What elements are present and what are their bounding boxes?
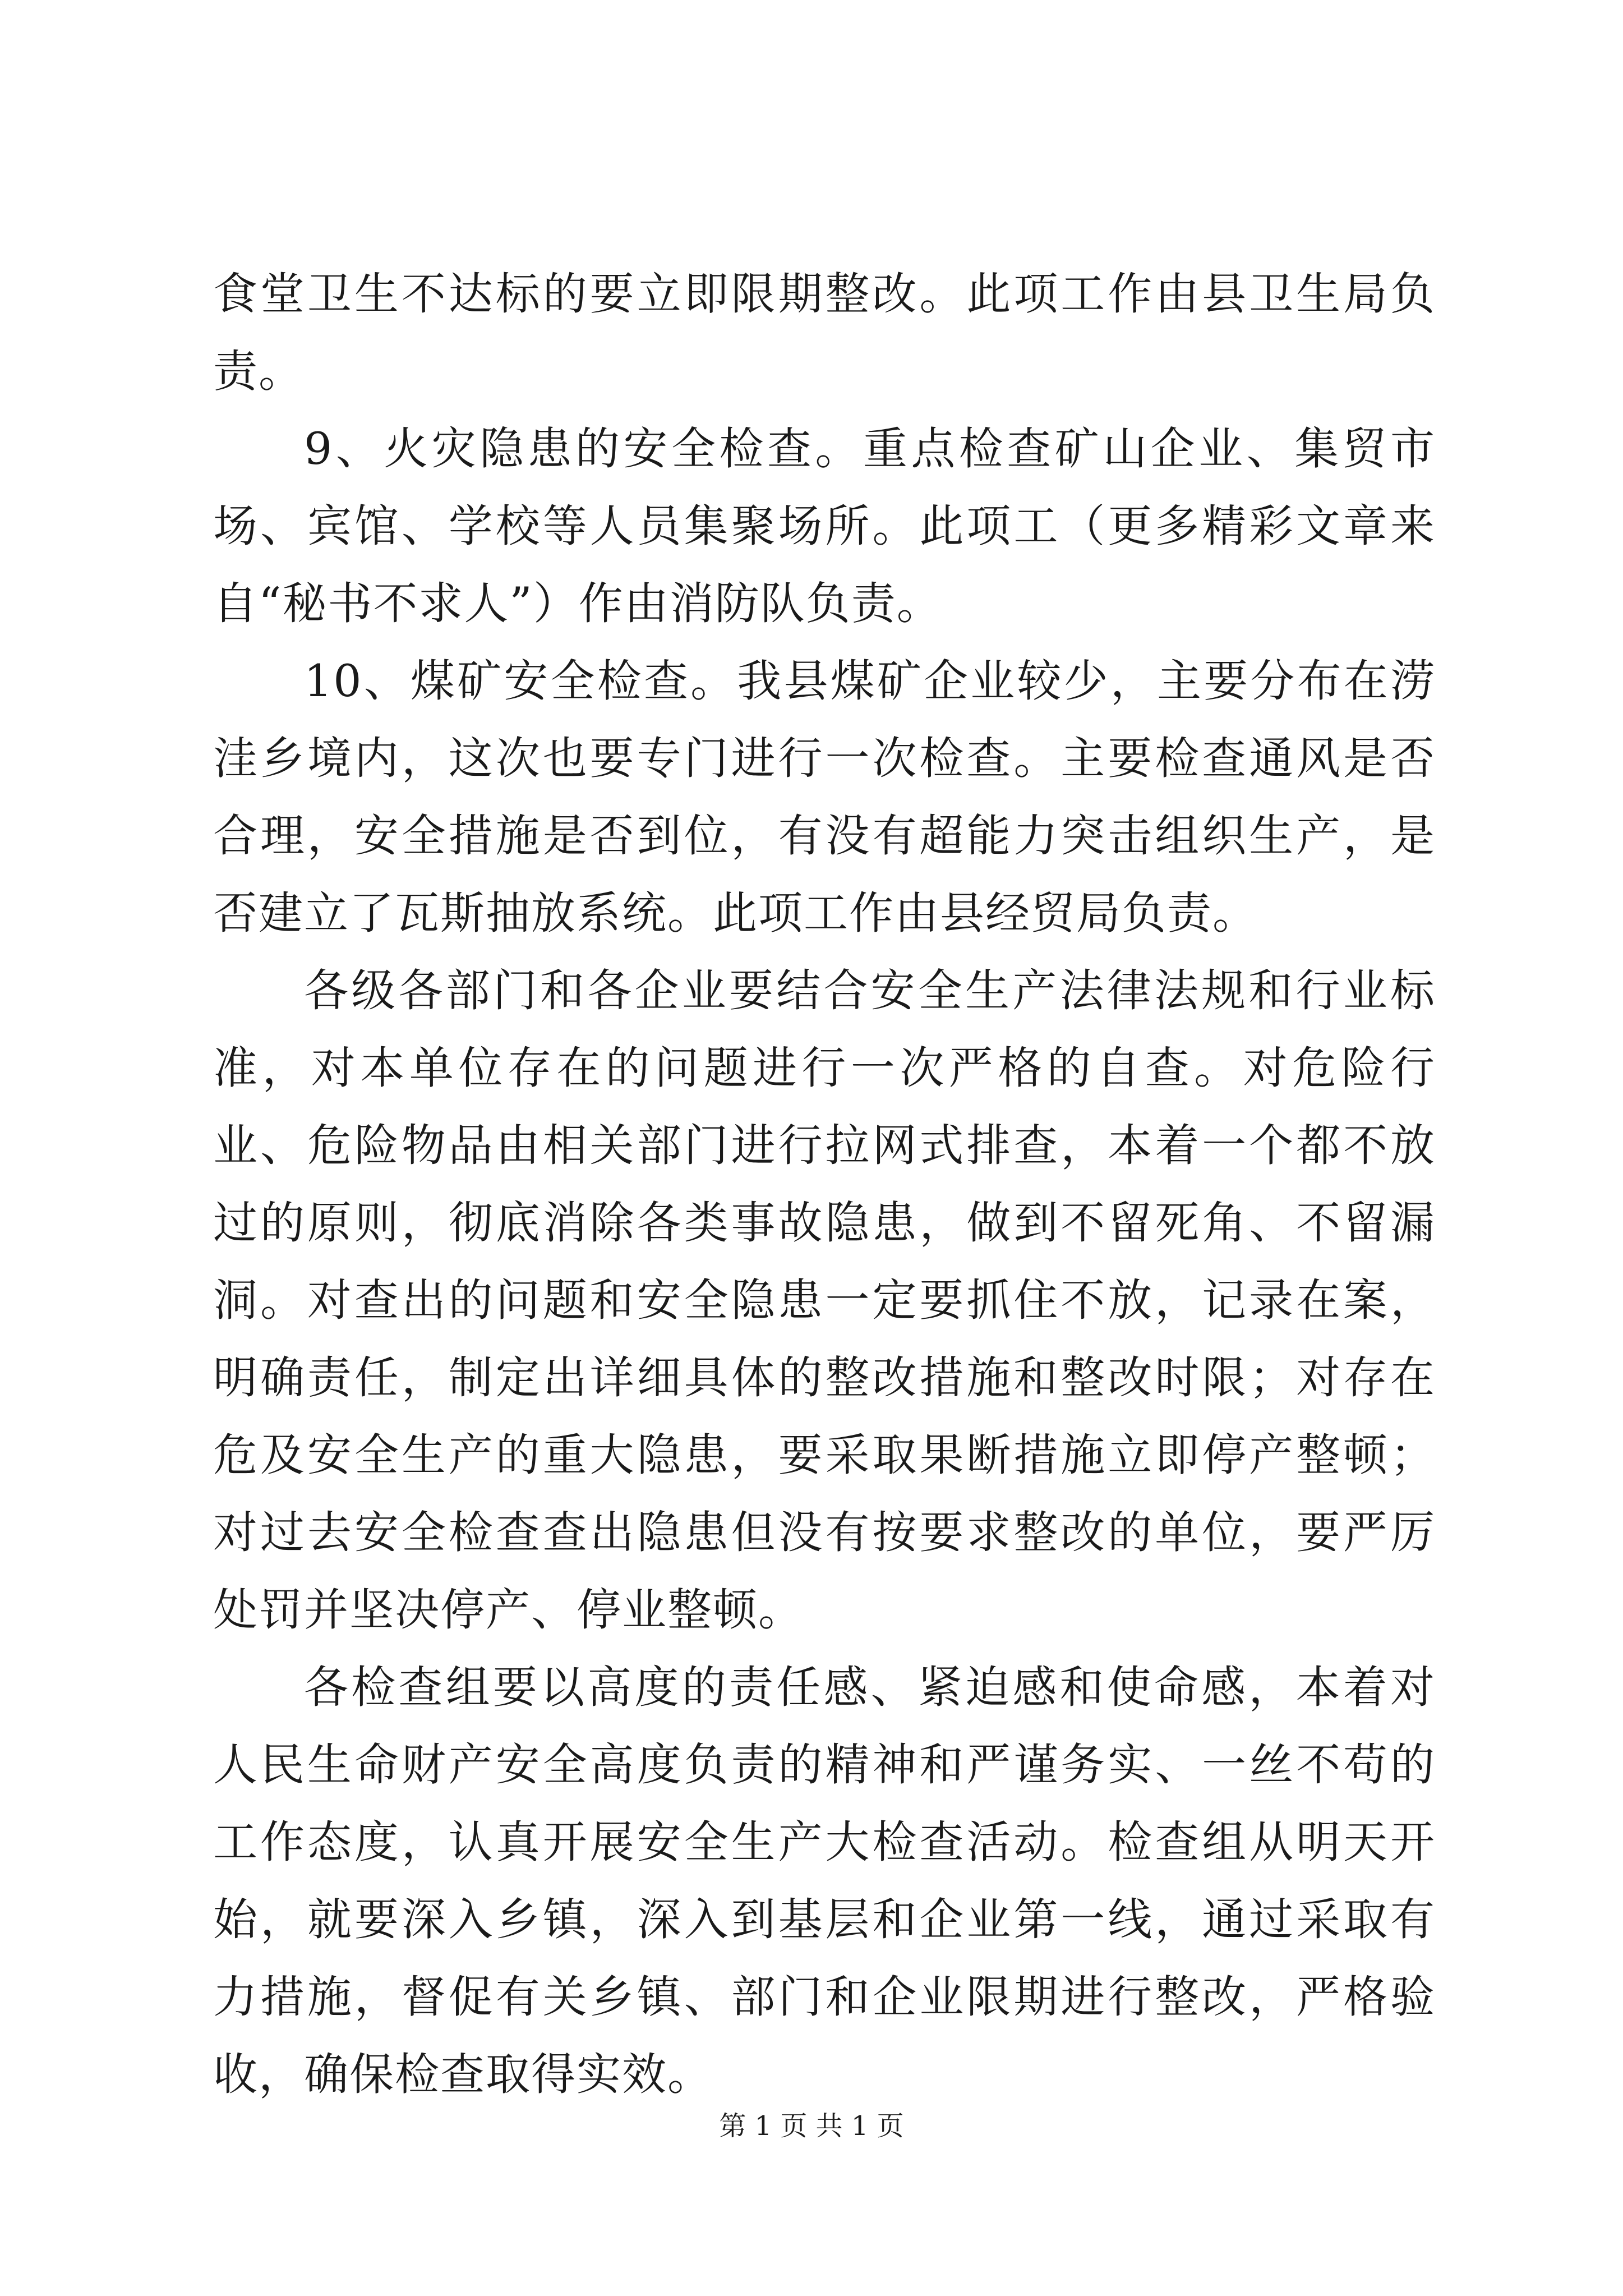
paragraph-5: 各检查组要以高度的责任感、紧迫感和使命感，本着对人民生命财产安全高度负责的精神和严谨务实、一丝不苟的工作态度，认真开展安全生产大检查活动。检查组从明天开始，就要深入乡镇，深入到基层和企业第一线，通过采取有力措施，督促有关乡镇、部门和企业限期进行整改，严格验收，确保检查取得实效。 [213,1662,1436,2100]
paragraph-4: 各级各部门和各企业要结合安全生产法律法规和行业标准，对本单位存在的问题进行一次严格的自查。对危险行业、危险物品由相关部门进行拉网式排查，本着一个都不放过的原则，彻底消除各类事故隐患，做到不留死角、不留漏洞。对查出的问题和安全隐患一定要抓住不放，记录在案，明确责任，制定出详细具体的整改措施和整改时限；对存在危及安全生产的重大隐患，要采取果断措施立即停产整顿；对过去安全检查查出隐患但没有按要求整改的单位，要严厉处罚并坚决停产、停业整顿。 [213,965,1436,1636]
page-footer: 第 1 页 共 1 页 [719,2110,904,2142]
paragraph-1: 食堂卫生不达标的要立即限期整改。此项工作由县卫生局负责。 [213,268,1436,397]
paragraph-3: 10、煤矿安全检查。我县煤矿企业较少，主要分布在涝洼乡境内，这次也要专门进行一次检查。主要检查通风是否合理，安全措施是否到位，有没有超能力突击组织生产，是否建立了瓦斯抽放系统。此项工作由县经贸局负责。 [213,655,1436,939]
document-body [213,255,1436,2113]
paragraph-2: 9、火灾隐患的安全检查。重点检查矿山企业、集贸市场、宾馆、学校等人员集聚场所。此项工（更多精彩文章来自“秘书不求人”）作由消防队负责。 [213,423,1436,629]
